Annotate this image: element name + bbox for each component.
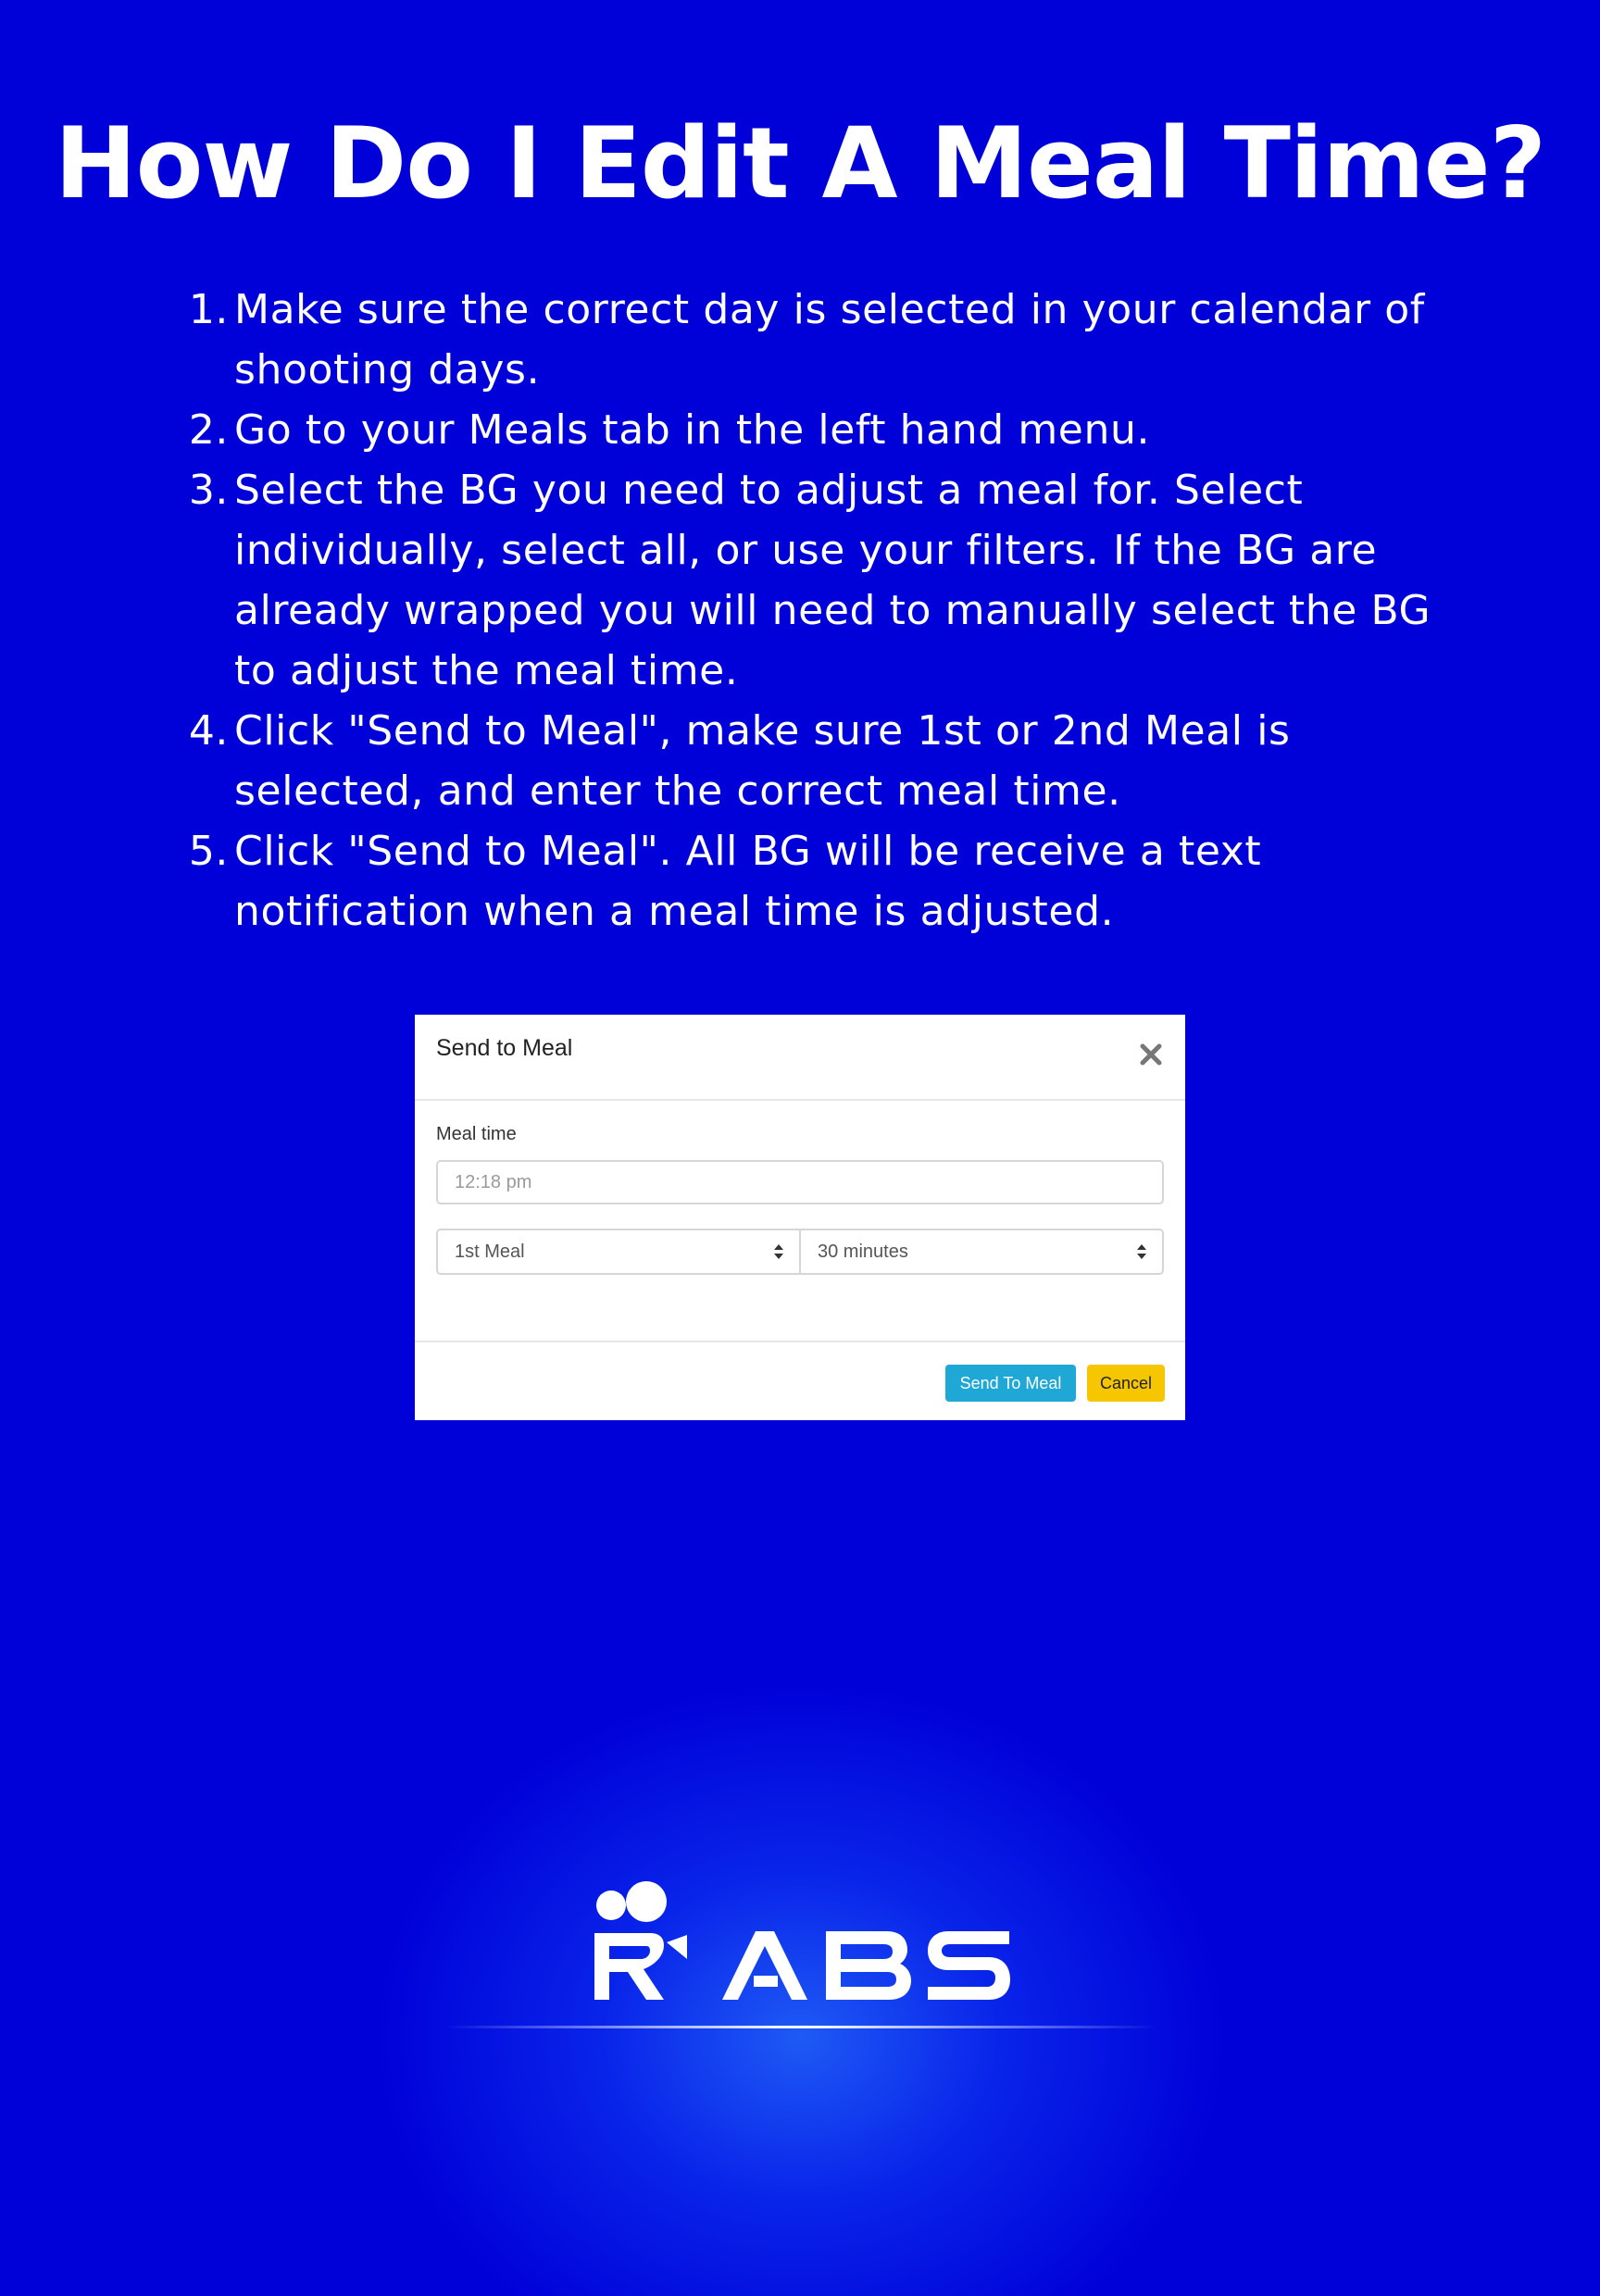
step-text: Select the BG you need to adjust a meal for. Select individually, select all, or use your filters. If the BG are already wrapped you will need to manually select the BG to adjust the meal time.	[234, 467, 1431, 694]
step-text: Click "Send to Meal". All BG will be receive a text notification when a meal time is adjusted.	[234, 828, 1262, 935]
list-item	[188, 280, 1438, 400]
sort-icon	[1136, 1243, 1147, 1260]
page-title: How Do I Edit A Meal Time?	[54, 106, 1546, 220]
modal-footer-divider	[415, 1341, 1185, 1342]
modal-header	[415, 1015, 1185, 1101]
meal-time-input[interactable]	[436, 1160, 1164, 1204]
meal-select-value: 1st Meal	[455, 1242, 525, 1262]
duration-select-value: 30 minutes	[818, 1242, 908, 1262]
step-text: Make sure the correct day is selected in your calendar of shooting days.	[234, 286, 1425, 393]
close-icon[interactable]	[1135, 1039, 1167, 1070]
send-to-meal-modal	[415, 1015, 1185, 1420]
step-text: Click "Send to Meal", make sure 1st or 2nd Meal is selected, and enter the correct meal time.	[234, 707, 1291, 815]
step-number: 3.	[188, 467, 229, 514]
steps-list	[188, 280, 1438, 942]
step-number: 4.	[188, 707, 229, 755]
step-number: 5.	[188, 828, 229, 875]
duration-select[interactable]	[799, 1230, 1162, 1273]
step-text: Go to your Meals tab in the left hand menu.	[234, 406, 1151, 454]
sort-icon	[773, 1243, 784, 1260]
step-number: 2.	[188, 406, 229, 454]
modal-title: Send to Meal	[436, 1035, 573, 1061]
logo-underline	[444, 2024, 1157, 2031]
list-item	[188, 701, 1438, 821]
meal-select[interactable]	[438, 1230, 799, 1273]
cancel-button[interactable]: Cancel	[1087, 1365, 1165, 1402]
meal-select-row	[436, 1229, 1164, 1275]
list-item	[188, 821, 1438, 942]
list-item	[188, 460, 1438, 701]
meal-time-label: Meal time	[436, 1124, 517, 1144]
send-to-meal-button[interactable]: Send To Meal	[945, 1365, 1076, 1402]
step-number: 1.	[188, 286, 229, 333]
list-item	[188, 400, 1438, 460]
